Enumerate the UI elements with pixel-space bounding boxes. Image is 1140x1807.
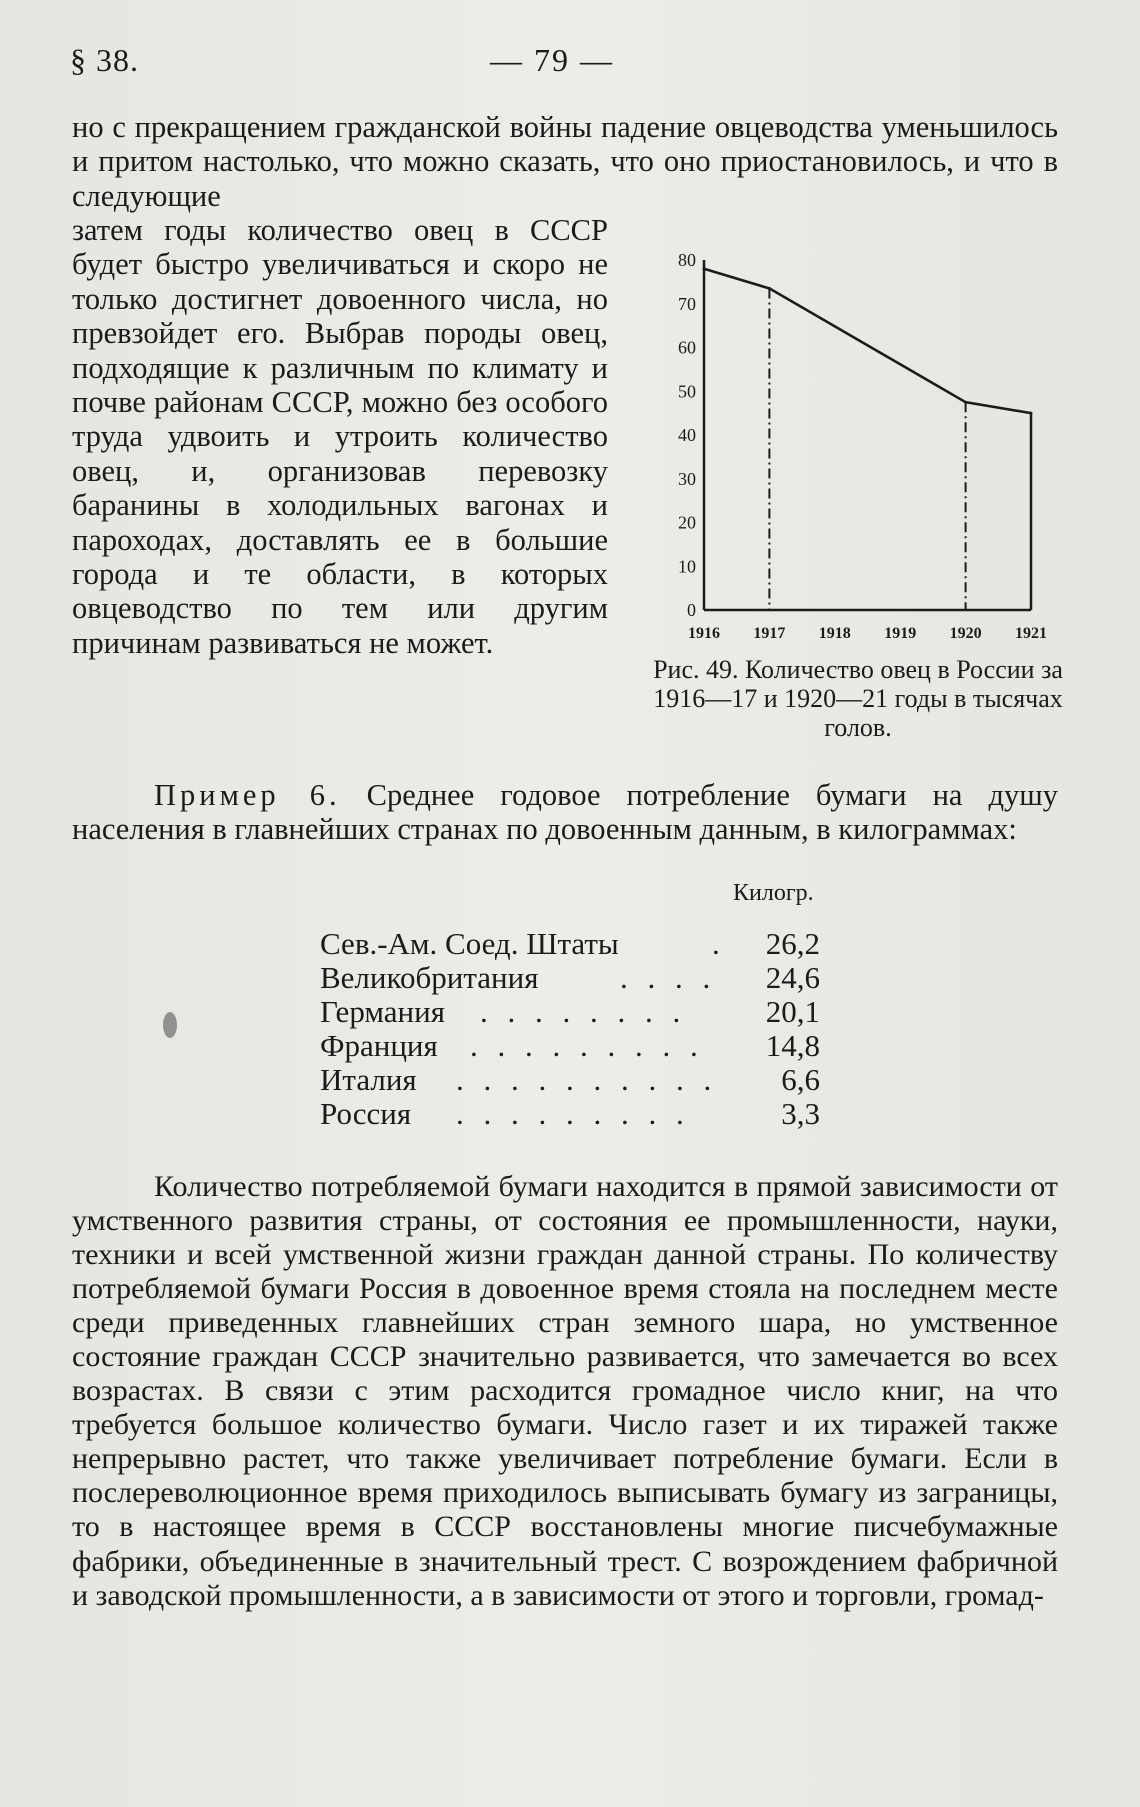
sheep-count-line-chart xyxy=(648,240,1068,650)
table-leader-dots: . . . . . . . . . xyxy=(456,1096,690,1131)
y-tick-label: 70 xyxy=(678,293,696,314)
table-row xyxy=(320,1062,820,1096)
table-row xyxy=(320,960,820,994)
table-leader-dots: . . . . . . . . . . xyxy=(456,1062,718,1097)
y-tick-label: 0 xyxy=(687,600,696,620)
table-row xyxy=(320,1096,820,1130)
y-tick-label: 20 xyxy=(678,512,696,533)
page-number: — 79 — xyxy=(490,42,614,78)
table-country: Великобритания xyxy=(320,960,539,995)
data-point-1916 xyxy=(703,267,706,270)
paragraph-1-wrapped: затем годы количество овец в СССР будет быстро увеличиваться и скоро не только достигнет довоенного числа, но превзойдет его. Выбрав породы овец, подходящие к различным по климату и почве районам СССР, можно без особого труда удвоить и утроить количество овец, и, организовав перевозку баранины в холодильных вагонах и пароходах, доставлять ее в большие города и те области, в которых овцеводство по тем или другим причинам развиваться не может. xyxy=(72,213,608,660)
x-tick-label: 1920 xyxy=(949,625,982,642)
table-value: 3,3 xyxy=(781,1096,820,1131)
example-6-label: Пример 6. xyxy=(154,778,341,812)
x-tick-label: 1921 xyxy=(1015,625,1047,642)
x-tick-label: 1918 xyxy=(818,625,851,642)
example-6-paragraph xyxy=(72,778,1058,847)
table-value: 20,1 xyxy=(765,994,820,1029)
data-point-1921 xyxy=(1030,412,1033,415)
table-row xyxy=(320,926,820,960)
table-value: 26,2 xyxy=(765,926,820,961)
figure-caption: Рис. 49. Количество овец в России за 1916—17 и 1920—21 годы в тысячах голов. xyxy=(653,655,1063,742)
data-point-1920 xyxy=(964,401,967,404)
table-country: Франция xyxy=(320,1028,438,1063)
data-point-1917 xyxy=(768,287,771,290)
x-tick-label: 1916 xyxy=(688,625,720,642)
table-value: 24,6 xyxy=(765,960,820,995)
figure-49 xyxy=(648,240,1068,750)
paragraph-1-top: но с прекращением гражданской войны падение овцеводства уменьшилось и притом настолько, что можно сказать, что оно приостановилось, и что в следующие xyxy=(72,110,1058,213)
table-value: 14,8 xyxy=(765,1028,820,1063)
section-number: § 38. xyxy=(70,42,139,78)
table-unit-header: Килогр. xyxy=(733,880,814,906)
page-header xyxy=(70,42,1070,92)
y-tick-label: 40 xyxy=(678,425,696,445)
paragraph-3-text: Количество потребляемой бумаги находится в прямой зависимости от умственного развития страны, от состояния ее промышленности, науки, техники и всей умственной жизни граждан данной страны. По количеству потребляемой бумаги Россия в довоенное время стояла на последнем месте среди приведенных главнейших стран земного шара, но умственное состояние граждан СССР значительно развивается, что замечается во всех возрастах. В связи с этим расходится громадное число книг, на что требуется большое количество бумаги. Число газет и их тиражей также непрерывно растет, что также увеличивает потребление бумаги. Если в послереволюционное время приходилось выписывать бумагу из заграницы, то в настоящее время в СССР восстановлены многие писчебумажные фабрики, объединенные в значительный трест. С возрождением фабричной и заводской промышленности, а в зависимости от этого и торговли, громад- xyxy=(72,1170,1058,1612)
y-tick-label: 30 xyxy=(678,468,696,489)
table-leader-dots: . . . . . . . . xyxy=(480,994,687,1029)
table-country: Италия xyxy=(320,1062,417,1097)
x-tick-label: 1919 xyxy=(884,625,917,642)
table-leader-dots: . . . . xyxy=(620,960,717,995)
series-line-0 xyxy=(704,269,1031,413)
y-tick-label: 80 xyxy=(678,250,696,270)
table-country: Россия xyxy=(320,1096,412,1131)
paragraph-3 xyxy=(72,1170,1058,1613)
x-tick-label: 1917 xyxy=(753,625,786,642)
y-tick-label: 60 xyxy=(678,337,696,358)
y-tick-label: 10 xyxy=(678,556,696,577)
y-tick-label: 50 xyxy=(678,381,696,402)
table-row xyxy=(320,1028,820,1062)
table-value: 6,6 xyxy=(781,1062,820,1097)
table-country: Сев.-Ам. Соед. Штаты xyxy=(320,926,619,961)
table-country: Германия xyxy=(320,994,445,1029)
ink-blot xyxy=(163,1012,177,1038)
table-leader-dots: . . . . . . . . . xyxy=(470,1028,704,1063)
table-leader-dots: . xyxy=(712,926,726,961)
table-row xyxy=(320,994,820,1028)
example-6-text: Среднее годовое потребление бумаги на душу населения в главнейших странах по довоенным данным, в килограммах: xyxy=(72,778,1058,847)
